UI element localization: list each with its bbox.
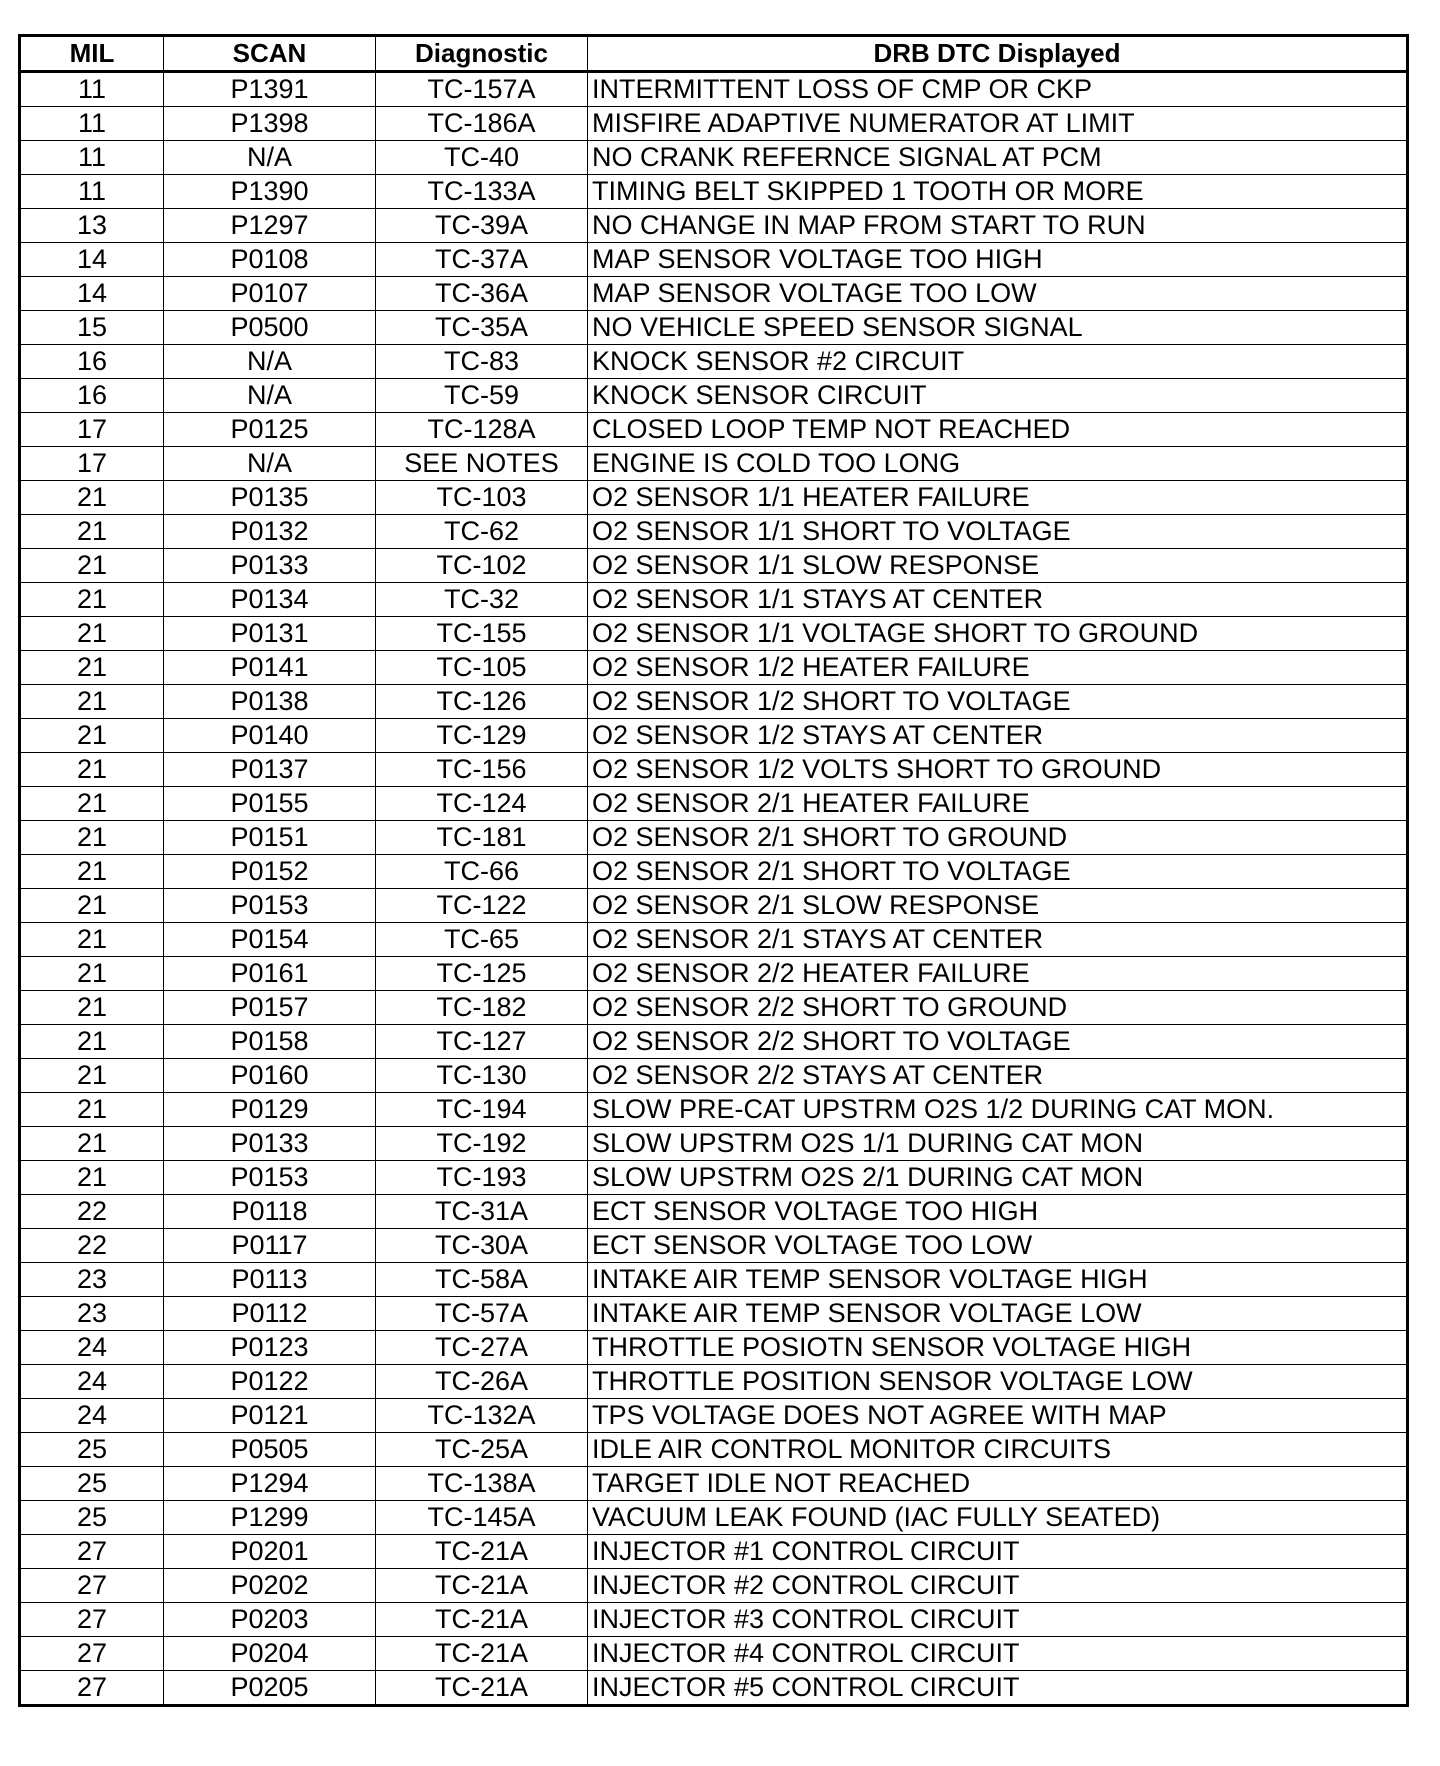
mil-cell: 25	[20, 1467, 164, 1501]
description-cell: MAP SENSOR VOLTAGE TOO HIGH	[588, 243, 1408, 277]
diagnostic-cell: TC-25A	[376, 1433, 588, 1467]
table-row	[20, 651, 1408, 685]
diagnostic-cell: TC-65	[376, 923, 588, 957]
scan-cell: P0117	[164, 1229, 376, 1263]
table-row	[20, 1671, 1408, 1706]
scan-cell: P1398	[164, 107, 376, 141]
mil-cell: 21	[20, 957, 164, 991]
scan-cell: P0155	[164, 787, 376, 821]
description-cell: O2 SENSOR 2/2 SHORT TO VOLTAGE	[588, 1025, 1408, 1059]
table-row	[20, 1365, 1408, 1399]
mil-cell: 21	[20, 889, 164, 923]
table-row	[20, 107, 1408, 141]
mil-cell: 11	[20, 141, 164, 175]
description-cell: O2 SENSOR 2/1 SHORT TO VOLTAGE	[588, 855, 1408, 889]
header-row	[20, 36, 1408, 72]
scan-cell: P0133	[164, 1127, 376, 1161]
scan-cell: P0203	[164, 1603, 376, 1637]
diagnostic-cell: TC-129	[376, 719, 588, 753]
table-row	[20, 209, 1408, 243]
diagnostic-cell: TC-103	[376, 481, 588, 515]
mil-cell: 11	[20, 72, 164, 107]
table-row	[20, 1127, 1408, 1161]
scan-cell: P0151	[164, 821, 376, 855]
mil-cell: 11	[20, 175, 164, 209]
table-row	[20, 1467, 1408, 1501]
scan-cell: N/A	[164, 447, 376, 481]
mil-cell: 21	[20, 855, 164, 889]
scan-cell: P0153	[164, 1161, 376, 1195]
table-row	[20, 175, 1408, 209]
diagnostic-cell: TC-26A	[376, 1365, 588, 1399]
diagnostic-cell: TC-192	[376, 1127, 588, 1161]
description-cell: TARGET IDLE NOT REACHED	[588, 1467, 1408, 1501]
description-cell: THROTTLE POSIOTN SENSOR VOLTAGE HIGH	[588, 1331, 1408, 1365]
diagnostic-cell: TC-21A	[376, 1535, 588, 1569]
description-cell: O2 SENSOR 2/1 HEATER FAILURE	[588, 787, 1408, 821]
table-row	[20, 413, 1408, 447]
diagnostic-cell: TC-59	[376, 379, 588, 413]
scan-cell: P0121	[164, 1399, 376, 1433]
mil-cell: 11	[20, 107, 164, 141]
table-row	[20, 685, 1408, 719]
diagnostic-cell: TC-128A	[376, 413, 588, 447]
diagnostic-cell: TC-30A	[376, 1229, 588, 1263]
scan-cell: P0140	[164, 719, 376, 753]
dtc-code-sheet	[18, 34, 1406, 1707]
diagnostic-cell: TC-122	[376, 889, 588, 923]
description-cell: ECT SENSOR VOLTAGE TOO LOW	[588, 1229, 1408, 1263]
table-row	[20, 515, 1408, 549]
table-row	[20, 957, 1408, 991]
table-row	[20, 379, 1408, 413]
description-cell: THROTTLE POSITION SENSOR VOLTAGE LOW	[588, 1365, 1408, 1399]
description-cell: SLOW PRE-CAT UPSTRM O2S 1/2 DURING CAT MON.	[588, 1093, 1408, 1127]
description-cell: INTAKE AIR TEMP SENSOR VOLTAGE LOW	[588, 1297, 1408, 1331]
mil-cell: 21	[20, 685, 164, 719]
table-row	[20, 345, 1408, 379]
table-row	[20, 549, 1408, 583]
description-cell: TIMING BELT SKIPPED 1 TOOTH OR MORE	[588, 175, 1408, 209]
scan-cell: P1297	[164, 209, 376, 243]
scan-cell: P0123	[164, 1331, 376, 1365]
table-row	[20, 311, 1408, 345]
description-cell: TPS VOLTAGE DOES NOT AGREE WITH MAP	[588, 1399, 1408, 1433]
dtc-table-header	[20, 36, 1408, 72]
description-cell: INJECTOR #1 CONTROL CIRCUIT	[588, 1535, 1408, 1569]
diagnostic-cell: TC-102	[376, 549, 588, 583]
diagnostic-cell: TC-27A	[376, 1331, 588, 1365]
scan-cell: P0153	[164, 889, 376, 923]
description-cell: O2 SENSOR 2/2 STAYS AT CENTER	[588, 1059, 1408, 1093]
scan-cell: P0505	[164, 1433, 376, 1467]
table-row	[20, 1399, 1408, 1433]
table-row	[20, 1331, 1408, 1365]
description-cell: O2 SENSOR 2/1 SHORT TO GROUND	[588, 821, 1408, 855]
mil-cell: 25	[20, 1501, 164, 1535]
description-cell: INJECTOR #2 CONTROL CIRCUIT	[588, 1569, 1408, 1603]
table-row	[20, 1535, 1408, 1569]
mil-cell: 21	[20, 923, 164, 957]
mil-cell: 21	[20, 515, 164, 549]
description-cell: O2 SENSOR 1/2 HEATER FAILURE	[588, 651, 1408, 685]
description-cell: O2 SENSOR 1/2 VOLTS SHORT TO GROUND	[588, 753, 1408, 787]
mil-cell: 23	[20, 1297, 164, 1331]
scan-cell: P0108	[164, 243, 376, 277]
mil-cell: 21	[20, 549, 164, 583]
table-row	[20, 1229, 1408, 1263]
scan-cell: P0135	[164, 481, 376, 515]
scan-cell: P0158	[164, 1025, 376, 1059]
scan-cell: P1299	[164, 1501, 376, 1535]
description-cell: O2 SENSOR 1/1 SHORT TO VOLTAGE	[588, 515, 1408, 549]
scan-cell: P0133	[164, 549, 376, 583]
diagnostic-cell: TC-58A	[376, 1263, 588, 1297]
description-cell: ECT SENSOR VOLTAGE TOO HIGH	[588, 1195, 1408, 1229]
scan-cell: N/A	[164, 379, 376, 413]
description-cell: VACUUM LEAK FOUND (IAC FULLY SEATED)	[588, 1501, 1408, 1535]
table-row	[20, 787, 1408, 821]
diagnostic-cell: TC-193	[376, 1161, 588, 1195]
table-row	[20, 1059, 1408, 1093]
diagnostic-cell: TC-21A	[376, 1671, 588, 1706]
diagnostic-cell: TC-62	[376, 515, 588, 549]
mil-cell: 27	[20, 1671, 164, 1706]
diagnostic-cell: TC-32	[376, 583, 588, 617]
mil-cell: 21	[20, 1127, 164, 1161]
mil-cell: 21	[20, 651, 164, 685]
scan-cell: P0141	[164, 651, 376, 685]
scan-cell: P0204	[164, 1637, 376, 1671]
mil-cell: 14	[20, 277, 164, 311]
description-cell: O2 SENSOR 1/2 STAYS AT CENTER	[588, 719, 1408, 753]
diagnostic-cell: TC-66	[376, 855, 588, 889]
table-row	[20, 583, 1408, 617]
table-row	[20, 991, 1408, 1025]
header-scan: SCAN	[164, 36, 376, 72]
diagnostic-cell: TC-40	[376, 141, 588, 175]
diagnostic-cell: SEE NOTES	[376, 447, 588, 481]
diagnostic-cell: TC-182	[376, 991, 588, 1025]
table-row	[20, 1569, 1408, 1603]
description-cell: INTAKE AIR TEMP SENSOR VOLTAGE HIGH	[588, 1263, 1408, 1297]
header-drb-dtc-displayed: DRB DTC Displayed	[588, 36, 1408, 72]
description-cell: O2 SENSOR 1/1 SLOW RESPONSE	[588, 549, 1408, 583]
mil-cell: 27	[20, 1637, 164, 1671]
description-cell: NO CRANK REFERNCE SIGNAL AT PCM	[588, 141, 1408, 175]
description-cell: CLOSED LOOP TEMP NOT REACHED	[588, 413, 1408, 447]
mil-cell: 25	[20, 1433, 164, 1467]
diagnostic-cell: TC-127	[376, 1025, 588, 1059]
diagnostic-cell: TC-126	[376, 685, 588, 719]
description-cell: IDLE AIR CONTROL MONITOR CIRCUITS	[588, 1433, 1408, 1467]
scan-cell: P0500	[164, 311, 376, 345]
table-row	[20, 719, 1408, 753]
scan-cell: P0132	[164, 515, 376, 549]
mil-cell: 22	[20, 1229, 164, 1263]
mil-cell: 21	[20, 821, 164, 855]
description-cell: INTERMITTENT LOSS OF CMP OR CKP	[588, 72, 1408, 107]
table-row	[20, 243, 1408, 277]
mil-cell: 21	[20, 787, 164, 821]
mil-cell: 21	[20, 583, 164, 617]
mil-cell: 27	[20, 1569, 164, 1603]
mil-cell: 16	[20, 345, 164, 379]
scan-cell: P0131	[164, 617, 376, 651]
scan-cell: P0134	[164, 583, 376, 617]
diagnostic-cell: TC-132A	[376, 1399, 588, 1433]
description-cell: INJECTOR #4 CONTROL CIRCUIT	[588, 1637, 1408, 1671]
description-cell: NO VEHICLE SPEED SENSOR SIGNAL	[588, 311, 1408, 345]
mil-cell: 21	[20, 1025, 164, 1059]
mil-cell: 16	[20, 379, 164, 413]
scan-cell: P0154	[164, 923, 376, 957]
description-cell: KNOCK SENSOR CIRCUIT	[588, 379, 1408, 413]
description-cell: O2 SENSOR 2/1 STAYS AT CENTER	[588, 923, 1408, 957]
mil-cell: 27	[20, 1603, 164, 1637]
description-cell: KNOCK SENSOR #2 CIRCUIT	[588, 345, 1408, 379]
scan-cell: P1294	[164, 1467, 376, 1501]
mil-cell: 21	[20, 617, 164, 651]
scan-cell: P0112	[164, 1297, 376, 1331]
description-cell: SLOW UPSTRM O2S 1/1 DURING CAT MON	[588, 1127, 1408, 1161]
table-row	[20, 1603, 1408, 1637]
table-row	[20, 1093, 1408, 1127]
mil-cell: 24	[20, 1365, 164, 1399]
table-row	[20, 889, 1408, 923]
mil-cell: 14	[20, 243, 164, 277]
description-cell: MISFIRE ADAPTIVE NUMERATOR AT LIMIT	[588, 107, 1408, 141]
diagnostic-cell: TC-39A	[376, 209, 588, 243]
description-cell: O2 SENSOR 1/1 VOLTAGE SHORT TO GROUND	[588, 617, 1408, 651]
description-cell: INJECTOR #3 CONTROL CIRCUIT	[588, 1603, 1408, 1637]
dtc-table	[18, 34, 1409, 1707]
scan-cell: P0205	[164, 1671, 376, 1706]
table-row	[20, 72, 1408, 107]
mil-cell: 21	[20, 1161, 164, 1195]
mil-cell: 21	[20, 719, 164, 753]
scan-cell: P1390	[164, 175, 376, 209]
diagnostic-cell: TC-155	[376, 617, 588, 651]
table-row	[20, 481, 1408, 515]
table-row	[20, 1195, 1408, 1229]
table-row	[20, 1297, 1408, 1331]
diagnostic-cell: TC-133A	[376, 175, 588, 209]
scan-cell: P0118	[164, 1195, 376, 1229]
scan-cell: P0107	[164, 277, 376, 311]
scan-cell: P0138	[164, 685, 376, 719]
diagnostic-cell: TC-130	[376, 1059, 588, 1093]
table-row	[20, 447, 1408, 481]
table-row	[20, 1025, 1408, 1059]
table-row	[20, 1637, 1408, 1671]
scan-cell: P0137	[164, 753, 376, 787]
diagnostic-cell: TC-31A	[376, 1195, 588, 1229]
scan-cell: P0201	[164, 1535, 376, 1569]
description-cell: ENGINE IS COLD TOO LONG	[588, 447, 1408, 481]
diagnostic-cell: TC-37A	[376, 243, 588, 277]
diagnostic-cell: TC-36A	[376, 277, 588, 311]
description-cell: MAP SENSOR VOLTAGE TOO LOW	[588, 277, 1408, 311]
diagnostic-cell: TC-181	[376, 821, 588, 855]
description-cell: SLOW UPSTRM O2S 2/1 DURING CAT MON	[588, 1161, 1408, 1195]
scan-cell: P0202	[164, 1569, 376, 1603]
description-cell: O2 SENSOR 2/2 SHORT TO GROUND	[588, 991, 1408, 1025]
scan-cell: N/A	[164, 141, 376, 175]
diagnostic-cell: TC-21A	[376, 1603, 588, 1637]
dtc-table-body	[20, 72, 1408, 1706]
description-cell: O2 SENSOR 1/2 SHORT TO VOLTAGE	[588, 685, 1408, 719]
table-row	[20, 1433, 1408, 1467]
table-row	[20, 753, 1408, 787]
diagnostic-cell: TC-21A	[376, 1637, 588, 1671]
mil-cell: 21	[20, 991, 164, 1025]
diagnostic-cell: TC-125	[376, 957, 588, 991]
mil-cell: 27	[20, 1535, 164, 1569]
mil-cell: 21	[20, 753, 164, 787]
scan-cell: P0161	[164, 957, 376, 991]
mil-cell: 21	[20, 481, 164, 515]
diagnostic-cell: TC-138A	[376, 1467, 588, 1501]
table-row	[20, 923, 1408, 957]
scan-cell: P0129	[164, 1093, 376, 1127]
mil-cell: 22	[20, 1195, 164, 1229]
scan-cell: P0157	[164, 991, 376, 1025]
diagnostic-cell: TC-157A	[376, 72, 588, 107]
table-row	[20, 617, 1408, 651]
mil-cell: 23	[20, 1263, 164, 1297]
diagnostic-cell: TC-21A	[376, 1569, 588, 1603]
table-row	[20, 277, 1408, 311]
mil-cell: 17	[20, 447, 164, 481]
description-cell: INJECTOR #5 CONTROL CIRCUIT	[588, 1671, 1408, 1706]
mil-cell: 13	[20, 209, 164, 243]
table-row	[20, 1501, 1408, 1535]
table-row	[20, 855, 1408, 889]
mil-cell: 24	[20, 1331, 164, 1365]
scan-cell: P0152	[164, 855, 376, 889]
diagnostic-cell: TC-186A	[376, 107, 588, 141]
diagnostic-cell: TC-145A	[376, 1501, 588, 1535]
scan-cell: P0160	[164, 1059, 376, 1093]
scan-cell: P0113	[164, 1263, 376, 1297]
mil-cell: 17	[20, 413, 164, 447]
diagnostic-cell: TC-83	[376, 345, 588, 379]
diagnostic-cell: TC-105	[376, 651, 588, 685]
scan-cell: N/A	[164, 345, 376, 379]
description-cell: O2 SENSOR 1/1 STAYS AT CENTER	[588, 583, 1408, 617]
description-cell: O2 SENSOR 1/1 HEATER FAILURE	[588, 481, 1408, 515]
description-cell: O2 SENSOR 2/2 HEATER FAILURE	[588, 957, 1408, 991]
diagnostic-cell: TC-35A	[376, 311, 588, 345]
mil-cell: 21	[20, 1059, 164, 1093]
description-cell: O2 SENSOR 2/1 SLOW RESPONSE	[588, 889, 1408, 923]
description-cell: NO CHANGE IN MAP FROM START TO RUN	[588, 209, 1408, 243]
mil-cell: 21	[20, 1093, 164, 1127]
diagnostic-cell: TC-124	[376, 787, 588, 821]
table-row	[20, 1263, 1408, 1297]
header-mil: MIL	[20, 36, 164, 72]
diagnostic-cell: TC-57A	[376, 1297, 588, 1331]
scan-cell: P1391	[164, 72, 376, 107]
scan-cell: P0122	[164, 1365, 376, 1399]
table-row	[20, 1161, 1408, 1195]
table-row	[20, 141, 1408, 175]
table-row	[20, 821, 1408, 855]
header-diagnostic: Diagnostic	[376, 36, 588, 72]
mil-cell: 24	[20, 1399, 164, 1433]
diagnostic-cell: TC-156	[376, 753, 588, 787]
diagnostic-cell: TC-194	[376, 1093, 588, 1127]
scan-cell: P0125	[164, 413, 376, 447]
mil-cell: 15	[20, 311, 164, 345]
